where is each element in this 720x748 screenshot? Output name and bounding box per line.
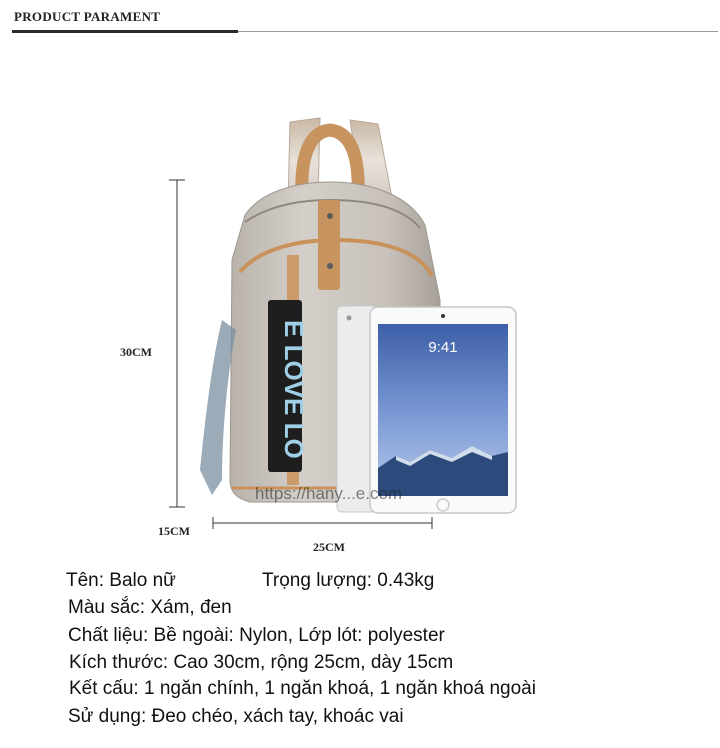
tablet-clock: 9:41: [428, 339, 458, 356]
width-dimension-label: 25CM: [313, 540, 345, 554]
height-dimension-label: 30CM: [120, 345, 152, 359]
product-photo: [150, 100, 590, 540]
spec-name: Tên: Balo nữ: [66, 570, 176, 591]
watermark-text: https://hany...e.com: [255, 484, 403, 503]
spec-structure: Kết cấu: 1 ngăn chính, 1 ngăn khoá, 1 ngăn khoá ngoài: [69, 678, 536, 699]
header-title: PRODUCT PARAMENT: [14, 9, 161, 24]
depth-dimension-label: 15CM: [158, 524, 190, 538]
spec-usage: Sử dụng: Đeo chéo, xách tay, khoác vai: [68, 706, 404, 727]
spec-weight: Trọng lượng: 0.43kg: [262, 570, 435, 591]
spec-material: Chất liệu: Bề ngoài: Nylon, Lớp lót: polyester: [68, 625, 445, 646]
love-tag-text: E LOVE LO: [279, 320, 309, 459]
spec-size: Kích thước: Cao 30cm, rộng 25cm, dày 15cm: [69, 652, 454, 673]
spec-color: Màu sắc: Xám, đen: [68, 597, 232, 618]
